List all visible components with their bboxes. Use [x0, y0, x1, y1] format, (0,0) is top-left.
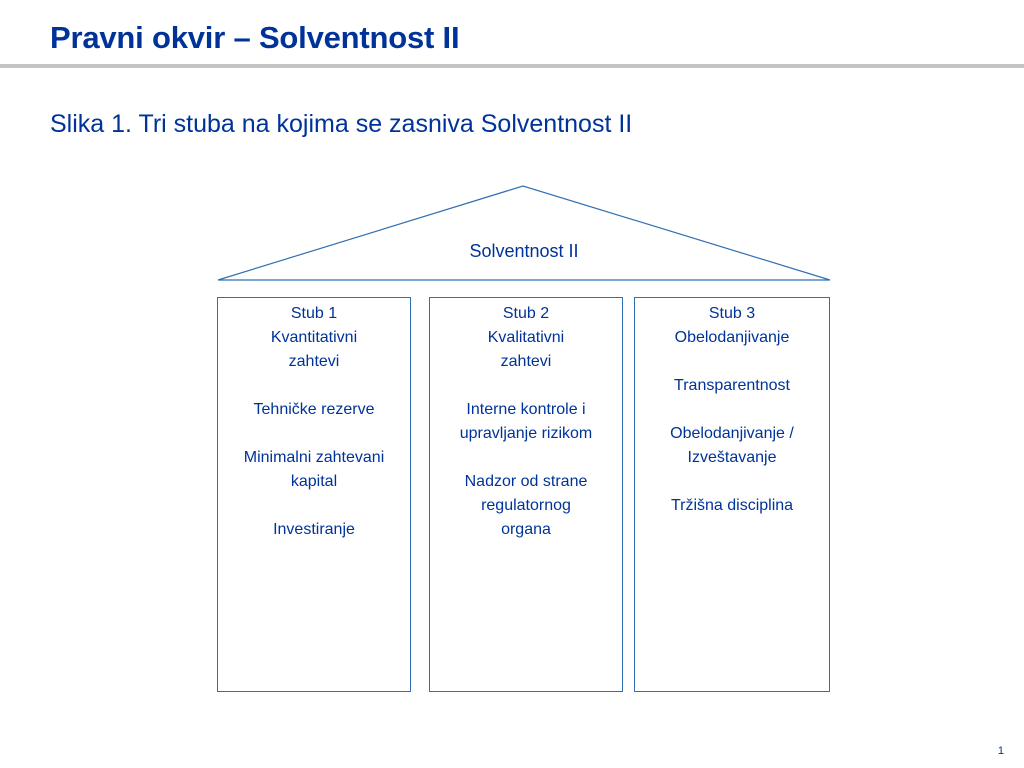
title-divider — [0, 64, 1024, 68]
pillar-2-item-2-line-2: regulatornog — [481, 497, 571, 514]
pillar-3 — [634, 297, 830, 692]
pillar-3-heading-line-2: Obelodanjivanje — [674, 329, 790, 346]
pillar-1-heading-line-1: Stub 1 — [290, 305, 338, 322]
pillar-2-item-1-line-1: Interne kontrole i — [466, 401, 586, 418]
page-number: 1 — [997, 745, 1004, 757]
pillar-1 — [217, 297, 411, 692]
pillar-1-item-2-line-2: kapital — [290, 473, 338, 490]
pillar-1-item-3: Investiranje — [273, 521, 355, 538]
pillar-1-item-1: Tehničke rezerve — [253, 401, 375, 418]
roof-triangle — [218, 186, 830, 280]
pillar-2-heading-line-1: Stub 2 — [502, 305, 550, 322]
pillar-1-heading-line-3: zahtevi — [288, 353, 340, 370]
pillar-3-item-3: Tržišna disciplina — [670, 497, 794, 514]
pillar-2-item-2-line-3: organa — [501, 521, 551, 538]
pillar-3-item-2-line-1: Obelodanjivanje / — [670, 425, 794, 442]
slide-title: Pravni okvir – Solventnost II — [50, 20, 460, 55]
pillar-2-heading-line-2: Kvalitativni — [487, 329, 565, 346]
pillar-2-item-2-line-1: Nadzor od strane — [464, 473, 588, 490]
pillar-2 — [429, 297, 623, 692]
figure-caption: Slika 1. Tri stuba na kojima se zasniva Solventnost II — [50, 110, 633, 138]
pillar-1-heading-line-2: Kvantitativni — [270, 329, 358, 346]
pillar-2-item-1-line-2: upravljanje rizikom — [459, 425, 593, 442]
pillar-3-item-1: Transparentnost — [674, 377, 790, 394]
pillar-2-heading-line-3: zahtevi — [500, 353, 552, 370]
pillar-3-heading-line-1: Stub 3 — [708, 305, 756, 322]
pillar-3-item-2-line-2: Izveštavanje — [687, 449, 777, 466]
roof-label: Solventnost II — [469, 241, 579, 261]
pillar-1-item-2-line-1: Minimalni zahtevani — [243, 449, 385, 466]
